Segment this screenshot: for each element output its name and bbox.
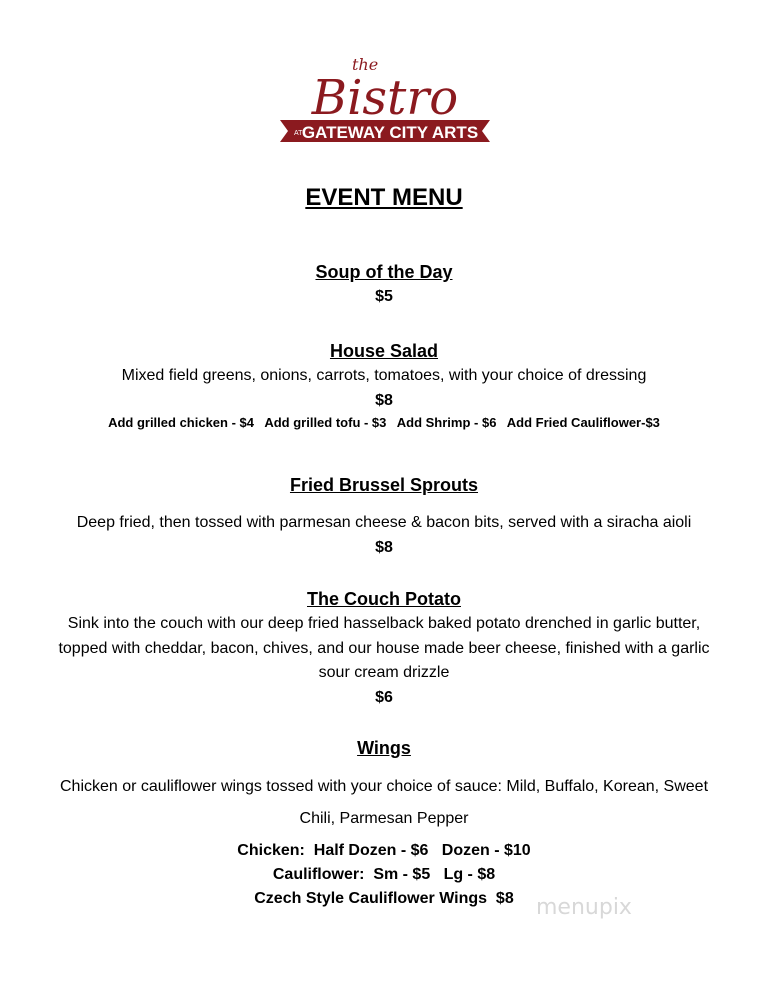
soup-name: Soup of the Day [315,262,453,282]
logo-venue: GATEWAY CITY ARTS [301,123,479,142]
page-title: EVENT MENU [305,184,463,211]
potato-line3: sour cream drizzle [318,664,450,681]
logo-at: AT [294,130,303,137]
wings-czech: Czech Style Cauliflower Wings $8 [254,890,514,907]
wings-line2: Chili, Parmesan Pepper [299,810,469,827]
sprouts-name: Fried Brussel Sprouts [289,475,479,495]
potato-name: The Couch Potato [307,589,461,609]
logo-name: Bistro [311,70,459,126]
watermark: menupix [536,895,632,920]
salad-description: Mixed field greens, onions, carrots, tomatoes, with your choice of dressing [121,367,647,384]
bistro-logo [280,52,490,152]
potato-line1: Sink into the couch with our deep fried hasselback baked potato drenched in garlic butter, [67,615,701,632]
salad-name: House Salad [329,341,439,361]
sprouts-description: Deep fried, then tossed with parmesan cheese & bacon bits, served with a siracha aioli [76,514,692,531]
soup-price: $5 [375,288,393,305]
potato-line2: topped with cheddar, bacon, chives, and our house made beer cheese, finished with a garlic [58,640,710,657]
salad-addons: Add grilled chicken - $4 Add grilled tofu - $3 Add Shrimp - $6 Add Fried Cauliflower-$3 [108,415,660,430]
wings-chicken: Chicken: Half Dozen - $6 Dozen - $10 [237,842,531,859]
logo-the: the [352,55,379,74]
wings-cauliflower: Cauliflower: Sm - $5 Lg - $8 [272,866,496,883]
salad-price: $8 [375,392,393,409]
sprouts-price: $8 [375,539,393,556]
potato-price: $6 [375,689,393,706]
wings-line1: Chicken or cauliflower wings tossed with your choice of sauce: Mild, Buffalo, Korean, Sweet [59,778,709,795]
wings-name: Wings [357,738,411,758]
